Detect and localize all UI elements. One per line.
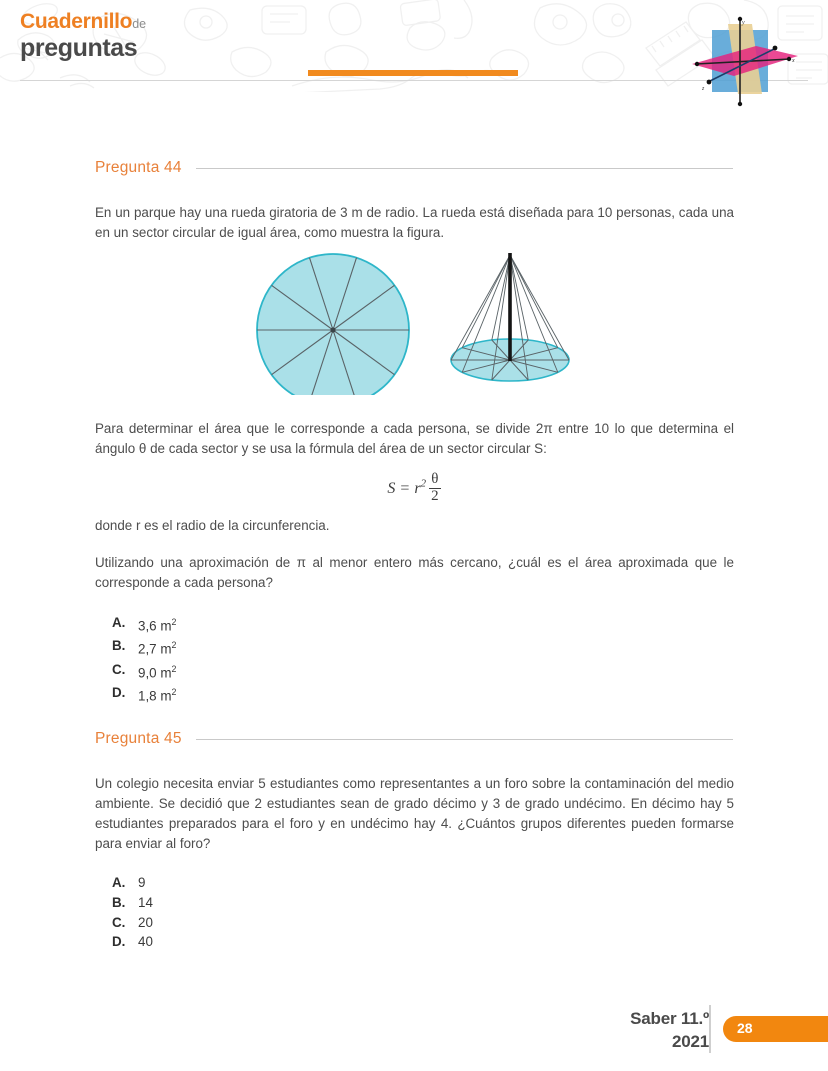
question-45-heading bbox=[95, 730, 733, 748]
option-letter: D. bbox=[112, 684, 126, 700]
page-footer bbox=[0, 1000, 828, 1071]
formula-equals: = bbox=[400, 480, 410, 497]
brand-word-cuadernillo: Cuadernillo bbox=[20, 10, 133, 33]
option-text: 9 bbox=[138, 875, 146, 890]
option-superscript: 2 bbox=[171, 640, 177, 651]
question-44-body-3: donde r es el radio de la circunferencia. bbox=[95, 518, 330, 533]
option-row[interactable] bbox=[112, 636, 176, 659]
option-text: 9,0 $m^2$ bbox=[138, 663, 177, 680]
cone-perspective-figure bbox=[451, 253, 569, 381]
page-header bbox=[0, 0, 828, 108]
option-letter: A. bbox=[112, 615, 126, 630]
question-44-figure bbox=[0, 245, 828, 395]
circle-sectors-figure bbox=[257, 254, 409, 395]
question-44-heading bbox=[95, 159, 733, 177]
option-letter: B. bbox=[112, 638, 126, 654]
footer-divider bbox=[709, 1005, 711, 1053]
formula-denominator: 2 bbox=[431, 487, 439, 504]
question-45-options bbox=[112, 873, 153, 952]
ferris-wheel-sectors-diagram bbox=[0, 245, 828, 395]
option-letter: C. bbox=[112, 914, 126, 930]
option-superscript: 2 bbox=[171, 686, 177, 697]
footer-exam-title bbox=[630, 1007, 709, 1053]
option-letter: D. bbox=[112, 934, 126, 950]
header-accent-bar bbox=[308, 70, 518, 76]
option-text: 3,6 $m^2$ bbox=[138, 617, 177, 634]
question-45-label: Pregunta 45 bbox=[95, 730, 182, 747]
option-row[interactable] bbox=[112, 683, 176, 706]
brand-word-preguntas: preguntas bbox=[20, 34, 138, 62]
question-44-body-2: Para determinar el área que le corresponde a cada persona, se divide 2π entre 10 lo que determina el ángulo θ de cada sector y se usa la fórmula del área de un sector circular S: bbox=[95, 421, 734, 456]
question-45-rule bbox=[196, 739, 733, 740]
formula-radius: r bbox=[414, 480, 421, 497]
question-44-rule bbox=[196, 168, 733, 169]
brand-line-1 bbox=[20, 11, 146, 32]
option-text: 20 bbox=[138, 914, 153, 930]
brand-logotype bbox=[20, 11, 146, 61]
option-row[interactable] bbox=[112, 613, 176, 636]
formula-exponent: 2 bbox=[420, 477, 427, 490]
option-text: 2,7 $m^2$ bbox=[138, 640, 177, 657]
option-letter: A. bbox=[112, 875, 126, 890]
svg-text:y: y bbox=[742, 20, 745, 26]
formula-numerator: θ bbox=[431, 471, 439, 487]
question-44-stem: En un parque hay una rueda giratoria de 3 m de radio. La rueda está diseñada para 10 personas, cada una en un sector circular de igual área, como muestra la figura. bbox=[95, 205, 734, 240]
option-superscript: 2 bbox=[171, 617, 177, 627]
question-44-body-4: Utilizando una aproximación de π al menor entero más cercano, ¿cuál es el área aproximada que le corresponde a cada persona? bbox=[95, 555, 734, 590]
option-row[interactable] bbox=[112, 932, 153, 952]
option-text: 14 bbox=[138, 894, 153, 910]
option-row[interactable] bbox=[112, 873, 153, 893]
svg-text:z: z bbox=[702, 86, 705, 92]
question-44-formula bbox=[0, 472, 828, 505]
option-letter: C. bbox=[112, 661, 126, 677]
3d-axes-planes-logo-icon bbox=[684, 16, 804, 108]
option-superscript: 2 bbox=[171, 663, 177, 674]
option-text: 1,8 $m^2$ bbox=[138, 686, 177, 704]
option-letter: B. bbox=[112, 894, 126, 910]
footer-page-bar bbox=[723, 1016, 828, 1042]
page-number: 28 bbox=[737, 1020, 753, 1036]
footer-title-line-1: Saber 11.º bbox=[630, 1009, 709, 1028]
option-row[interactable] bbox=[112, 660, 176, 683]
option-row[interactable] bbox=[112, 913, 153, 933]
svg-text:x: x bbox=[792, 58, 795, 64]
question-44-label: Pregunta 44 bbox=[95, 159, 182, 176]
brand-word-de: de bbox=[132, 17, 147, 31]
formula-lhs: S bbox=[387, 480, 396, 497]
footer-title-line-2: 2021 bbox=[671, 1032, 709, 1051]
question-44-options bbox=[112, 613, 176, 706]
option-text: 40 bbox=[138, 934, 153, 950]
formula-fraction bbox=[429, 472, 441, 505]
option-row[interactable] bbox=[112, 893, 153, 913]
question-45-stem: Un colegio necesita enviar 5 estudiantes como representantes a un foro sobre la contaminación del medio ambiente. Se decidió que 2 estudiantes sean de grado décimo y 3 de grado undécimo. En décimo hay 5 estudiantes preparados para el foro y en undécimo hay 4. ¿Cuántos grupos diferentes pueden formarse para enviar al foro? bbox=[95, 776, 734, 851]
